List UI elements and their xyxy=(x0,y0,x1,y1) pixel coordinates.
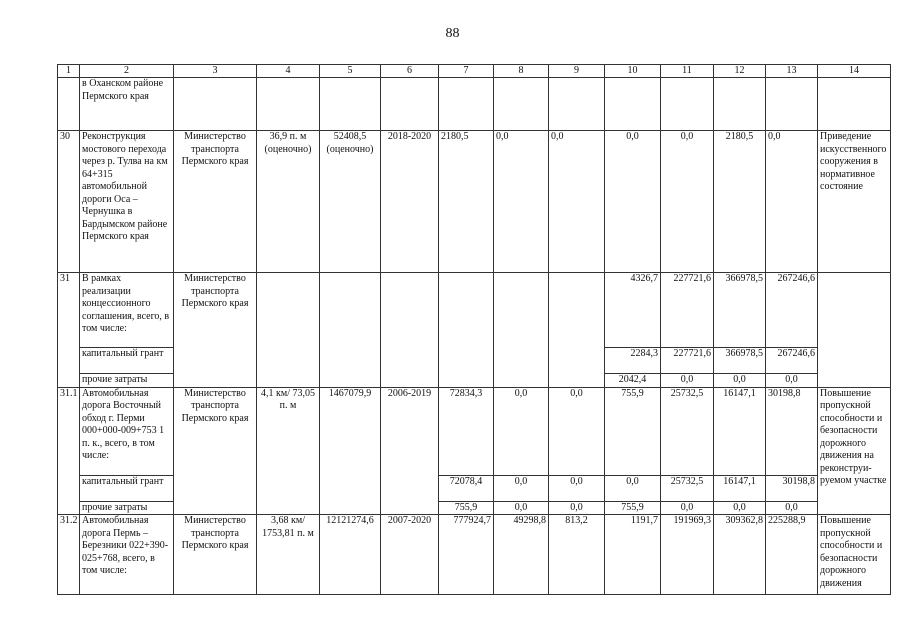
value-c10: 2042,4 xyxy=(605,374,661,388)
value-c9: 0,0 xyxy=(549,475,605,501)
ministry: Министерство транспорта Пермского края xyxy=(174,515,257,595)
capacity: 3,68 км/ 1753,81 п. м xyxy=(257,515,320,595)
row-number: 31.2 xyxy=(58,515,80,595)
col-header: 3 xyxy=(174,65,257,78)
table-row xyxy=(58,387,891,475)
estimated-cost: 52408,5 (оценочно) xyxy=(320,131,381,273)
capacity: 36,9 п. м (оценочно) xyxy=(257,131,320,273)
value-c13: 225288,9 xyxy=(766,515,818,595)
sub-label: капитальный грант xyxy=(80,348,174,374)
object-name: Реконструкция мостового перехода через р. Тулва на км 64+315 автомобильной дороги Оса – Чернушка в Бардымском районе Пермского края xyxy=(80,131,174,273)
value-c13: 30198,8 xyxy=(766,387,818,475)
value-c11: 0,0 xyxy=(661,131,714,273)
table-row xyxy=(58,131,891,273)
table-row xyxy=(58,273,891,348)
value-c9: 0,0 xyxy=(549,501,605,515)
table-row xyxy=(58,515,891,595)
col-header: 9 xyxy=(549,65,605,78)
table-row xyxy=(58,78,891,131)
value-c11: 0,0 xyxy=(661,374,714,388)
col-header: 13 xyxy=(766,65,818,78)
value-c10: 755,9 xyxy=(605,387,661,475)
ministry: Министерство транспорта Пермского края xyxy=(174,387,257,515)
col-header: 5 xyxy=(320,65,381,78)
value-c8: 0,0 xyxy=(494,475,549,501)
value-c10: 0,0 xyxy=(605,475,661,501)
value-c12: 2180,5 xyxy=(714,131,766,273)
value-c13: 0,0 xyxy=(766,131,818,273)
row-number: 30 xyxy=(58,131,80,273)
value-c11: 227721,6 xyxy=(661,273,714,348)
value-c12: 366978,5 xyxy=(714,348,766,374)
value-c8: 0,0 xyxy=(494,501,549,515)
value-c13: 0,0 xyxy=(766,374,818,388)
value-c13: 267246,6 xyxy=(766,348,818,374)
period: 2007-2020 xyxy=(381,515,439,595)
value-c12: 16147,1 xyxy=(714,475,766,501)
value-c8: 0,0 xyxy=(494,387,549,475)
estimated-cost: 12121274,6 xyxy=(320,515,381,595)
value-c12: 0,0 xyxy=(714,501,766,515)
col-header: 12 xyxy=(714,65,766,78)
value-c8: 0,0 xyxy=(494,131,549,273)
value-c10: 4326,7 xyxy=(605,273,661,348)
column-numbers-row xyxy=(58,65,891,78)
value-c10: 1191,7 xyxy=(605,515,661,595)
value-c10: 2284,3 xyxy=(605,348,661,374)
object-name: в Оханском районе Пермского края xyxy=(80,78,174,131)
value-c12: 16147,1 xyxy=(714,387,766,475)
col-header: 14 xyxy=(818,65,891,78)
period: 2018-2020 xyxy=(381,131,439,273)
ministry: Министерство транспорта Пермского края xyxy=(174,131,257,273)
ministry: Министерство транспорта Пермского края xyxy=(174,273,257,388)
value-c12: 366978,5 xyxy=(714,273,766,348)
object-name: В рамках реализации концессионного соглашения, всего, в том числе: xyxy=(80,273,174,348)
value-c12: 309362,8 xyxy=(714,515,766,595)
value-c7: 72834,3 xyxy=(439,387,494,475)
value-c11: 0,0 xyxy=(661,501,714,515)
col-header: 11 xyxy=(661,65,714,78)
sub-label: прочие затраты xyxy=(80,374,174,388)
period: 2006-2019 xyxy=(381,387,439,515)
value-c13: 30198,8 xyxy=(766,475,818,501)
col-header: 6 xyxy=(381,65,439,78)
result: Повышение пропускной способности и безопасности дорожного движения на реконструи- руемом участке xyxy=(818,387,891,515)
row-number: 31.1 xyxy=(58,387,80,475)
col-header: 8 xyxy=(494,65,549,78)
value-c7: 72078,4 xyxy=(439,475,494,501)
program-table xyxy=(57,64,891,595)
result: Повышение пропускной способности и безопасности дорожного движения xyxy=(818,515,891,595)
value-c7: 777924,7 xyxy=(439,515,494,595)
value-c8: 49298,8 xyxy=(494,515,549,595)
value-c12: 0,0 xyxy=(714,374,766,388)
object-name: Автомобильная дорога Пермь – Березники 022+390- 025+768, всего, в том числе: xyxy=(80,515,174,595)
value-c7: 2180,5 xyxy=(439,131,494,273)
result: Приведение искусственного сооружения в нормативное состояние xyxy=(818,131,891,273)
col-header: 4 xyxy=(257,65,320,78)
value-c10: 755,9 xyxy=(605,501,661,515)
value-c11: 227721,6 xyxy=(661,348,714,374)
col-header: 1 xyxy=(58,65,80,78)
value-c10: 0,0 xyxy=(605,131,661,273)
object-name: Автомобильная дорога Восточный обход г. Перми 000+000-009+753 1 п. к., всего, в том числе: xyxy=(80,387,174,475)
value-c11: 25732,5 xyxy=(661,475,714,501)
value-c7: 755,9 xyxy=(439,501,494,515)
row-number: 31 xyxy=(58,273,80,348)
value-c11: 25732,5 xyxy=(661,387,714,475)
value-c11: 191969,3 xyxy=(661,515,714,595)
capacity: 4,1 км/ 73,05 п. м xyxy=(257,387,320,515)
col-header: 10 xyxy=(605,65,661,78)
page-number: 88 xyxy=(445,26,460,41)
sub-label: капитальный грант xyxy=(80,475,174,501)
value-c13: 0,0 xyxy=(766,501,818,515)
col-header: 7 xyxy=(439,65,494,78)
value-c9: 0,0 xyxy=(549,387,605,475)
col-header: 2 xyxy=(80,65,174,78)
value-c9: 0,0 xyxy=(549,131,605,273)
value-c13: 267246,6 xyxy=(766,273,818,348)
value-c9: 813,2 xyxy=(549,515,605,595)
estimated-cost: 1467079,9 xyxy=(320,387,381,515)
sub-label: прочие затраты xyxy=(80,501,174,515)
